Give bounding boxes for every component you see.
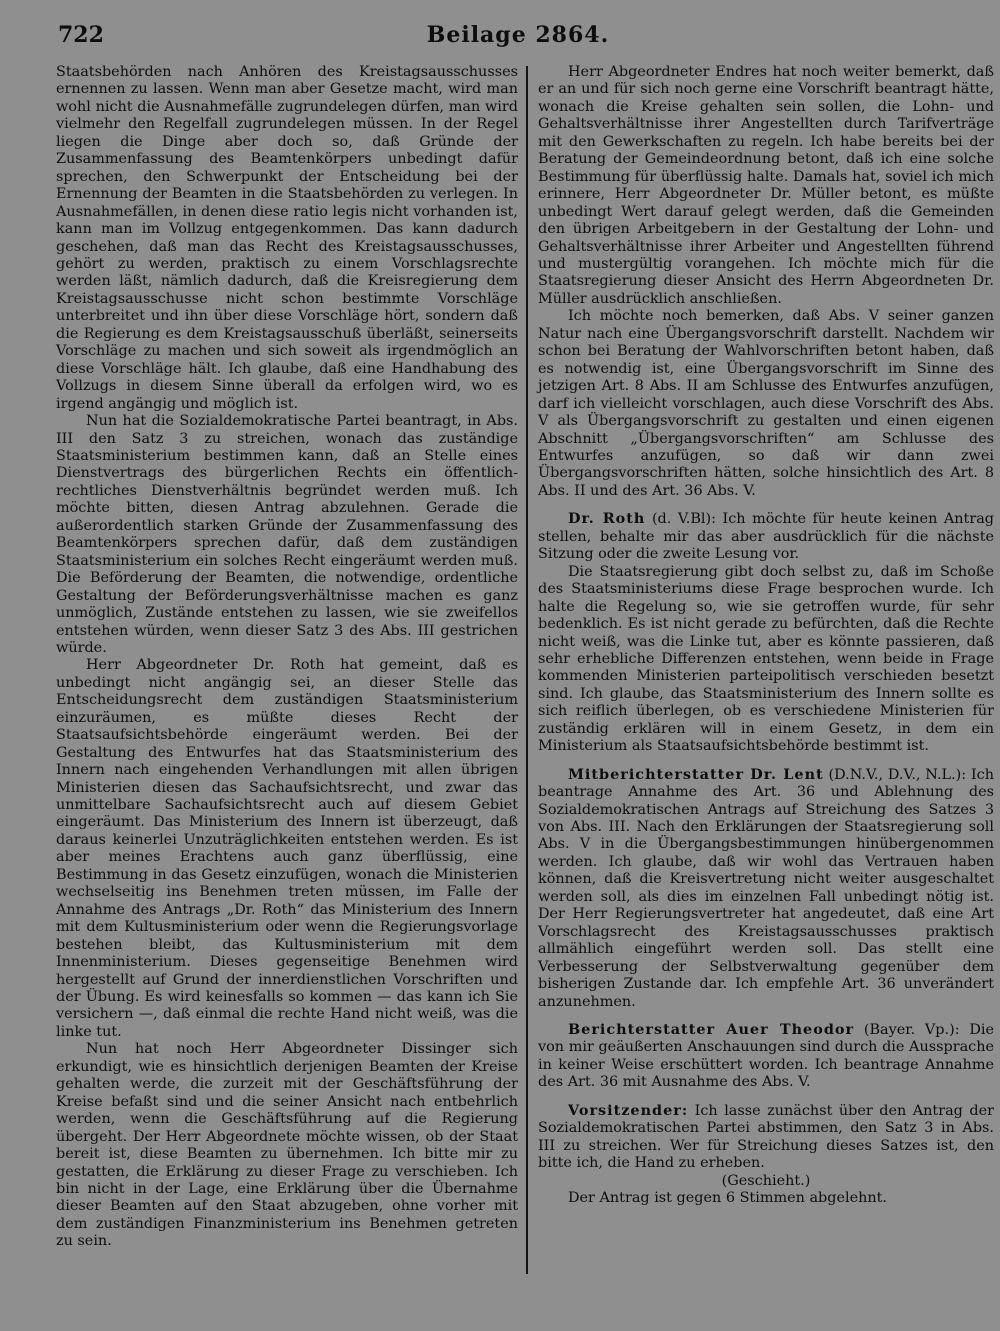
page-title: Beilage 2864. (426, 22, 610, 48)
speech-text: (D.N.V., D.V., N.L.): Ich beantrage Annahme des Art. 36 und Ablehnung des Sozialdemokratischen Antrags auf Streichung des Satzes 3 von Abs. III. Nach den Erklärungen der Staatsregierung soll Abs. V in die Übergangsbestimmungen hinübergenommen werden. Ich glaube, daß wir wohl das Vertrauen haben können, daß die Kreisvertretung nicht weiter ausgeschaltet werden soll, als dies im einzelnen Fall unbedingt nötig ist. Der Herr Regierungsvertreter hat angedeutet, daß eine Art Vorschlagsrecht des Kreistagsausschusses praktisch allmählich eingeführt werden soll. Das stellt eine Verbesserung der Selbstverwaltung gegenüber dem bisherigen Zustande dar. Ich empfehle Art. 36 unverändert anzunehmen. (538, 766, 994, 1010)
speech-text: (Bayer. Vp.): Die von mir geäußerten Anschauungen sind durch die Aussprache in keiner Weise erschüttert worden. Ich beantrage Annahme des Art. 36 mit Ausnahme des Abs. V. (538, 1022, 994, 1091)
paragraph: Herr Abgeordneter Dr. Roth hat gemeint, daß es unbedingt nicht angängig sei, an dieser Stelle das Entscheidungsrecht dem zuständigen Staatsministerium einzuräumen, es müßte dieses Recht der Staatsaufsichtsbehörde eingeräumt werden. Bei der Gestaltung des Entwurfes hat das Staatsministerium des Innern nach eingehenden Verhandlungen mit allen übrigen Ministerien diesen das Sachaufsichtsrecht, und zwar das unmittelbare Sachaufsichtsrecht auch auf diesem Gebiet eingeräumt. Das Ministerium des Innern ist überzeugt, daß daraus keinerlei Unzuträglichkeiten entstehen werden. Es ist aber meines Erachtens auch ganz überflüssig, eine Bestimmung in das Gesetz einzufügen, wonach die Ministerien wechselseitig ins Benehmen treten müssen, im Falle der Annahme des Antrags „Dr. Roth“ das Ministerium des Innern mit dem Kultusministerium oder wenn die Regierungsvorlage bestehen bleibt, das Kultusministerium mit dem Innenministerium. Dieses gegenseitige Benehmen wird hergestellt auf Grund der innerdienstlichen Vorschriften und der Übung. Es wird keinesfalls so kommen — das kann ich Sie versichern —, daß einmal die rechte Hand nicht weiß, was die linke tut. (56, 657, 518, 1040)
vote-result: Der Antrag ist gegen 6 Stimmen abgelehnt. (568, 1190, 887, 1207)
paragraph: Herr Abgeordneter Endres hat noch weiter bemerkt, daß er an und für sich noch gerne eine Vorschrift beantragt hätte, wonach die Kreise gehalten sein sollen, die Lohn- und Gehaltsverhältnisse ihrer Angestellten durch Tarifverträge mit den Gewerkschaften zu regeln. Ich habe bereits bei der Beratung der Gemeindeordnung betont, daß ich eine solche Bestimmung für überflüssig halte. Damals hat, soviel ich mich erinnere, Herr Abgeordneter Dr. Müller betont, es müßte unbedingt Wert darauf gelegt werden, daß die Gemeinden den übrigen Arbeitgebern in der Gestaltung der Lohn- und Gehaltsverhältnisse ihrer Arbeiter und Angestellten führend und mustergültig vorangehen. Ich möchte mich für die Staatsregierung dieser Ansicht des Herrn Abgeordneten Dr. Müller ausdrücklich anschließen. (538, 64, 994, 307)
left-column (56, 64, 518, 1251)
speaker-name: Mitberichterstatter Dr. Lent (568, 765, 824, 783)
right-column (538, 64, 994, 1208)
speech-text: Ich lasse zunächst über den Antrag der Sozialdemokratischen Partei abstimmen, den Satz 3 in Abs. III zu streichen. Wer für Streichung dieses Satzes ist, den bitte ich, die Hand zu erheben. (538, 1102, 994, 1172)
paragraph: Nun hat noch Herr Abgeordneter Dissinger sich erkundigt, wie es hinsichtlich derjenigen Beamten der Kreise gehalten werde, die zurzeit mit der Geschäftsführung der Kreise befaßt sind und die seiner Ansicht nach entbehrlich werden, wenn die Geschäftsführung auf die Regierung übergeht. Der Herr Abgeordnete möchte wissen, ob der Staat bereit ist, diese Beamten zu übernehmen. Ich bitte mir zu gestatten, die Erklärung zu dieser Frage zu verschieben. Ich bin nicht in der Lage, eine Erklärung über die Übernahme dieser Beamten auf den Staat abzugeben, ohne vorher mit dem zuständigen Finanzministerium ins Benehmen getreten zu sein. (56, 1041, 518, 1250)
paragraph: Ich möchte noch bemerken, daß Abs. V seiner ganzen Natur nach eine Übergangsvorschrift darstellt. Nachdem wir schon bei Beratung der Wahlvorschriften betont haben, daß es notwendig ist, eine Übergangsvorschrift im Sinne des jetzigen Art. 8 Abs. II am Schlusse des Entwurfes anzufügen, darf ich vielleicht vorschlagen, auch diese Vorschrift des Abs. V als Übergangsvorschrift zu gestalten und einen eigenen Abschnitt „Übergangsvorschriften“ am Schlusse des Entwurfes anzufügen, so daß wir dann zwei Übergangsvorschriften hätten, solche hinsichtlich des Art. 8 Abs. II und des Art. 36 Abs. V. (538, 308, 994, 499)
paragraph: Nun hat die Sozialdemokratische Partei beantragt, in Abs. III den Satz 3 zu streichen, wonach das zuständige Staatsministerium bestimmen kann, daß an Stelle eines Dienstvertrags des bürgerlichen Rechts ein öffentlich-rechtliches Dienstverhältnis begründet werden muß. Ich möchte bitten, diesen Antrag abzulehnen. Gerade die außerordentlich starken Gründe der Zusammenfassung des Beamtenkörpers sprechen dafür, daß dem zuständigen Staatsministerium ein solches Recht eingeräumt werden muß. Die Beförderung der Beamten, die notwendige, ordentliche Gestaltung der Beförderungsverhältnisse machen es ganz unmöglich, Zustände entstehen zu lassen, wie sie zweifellos entstehen würden, wenn dieser Satz 3 des Abs. III gestrichen würde. (56, 413, 518, 656)
speech-auer (538, 1021, 994, 1092)
column-divider (526, 66, 528, 1274)
speech-roth (538, 510, 994, 563)
speech-lent (538, 766, 994, 1011)
stage-direction: (Geschieht.) (721, 1172, 811, 1189)
speaker-name: Dr. Roth (568, 510, 646, 528)
page-number: 722 (58, 22, 104, 48)
speech-text: (d. V.Bl): Ich möchte für heute keinen Antrag stellen, behalte mir das aber ausdrücklich für die nächste Sitzung oder die zweite Lesung vor. (538, 511, 994, 563)
speaker-name: Vorsitzender: (568, 1101, 689, 1119)
page-header (58, 18, 978, 54)
speaker-name: Berichterstatter Auer Theodor (568, 1021, 855, 1039)
speech-chair (538, 1102, 994, 1173)
paragraph: Die Staatsregierung gibt doch selbst zu, daß im Schoße des Staatsministeriums diese Frage besprochen wurde. Ich halte die Regelung so, wie sie getroffen wurde, für sehr bedenklich. Es ist nicht gerade zu befürchten, daß die Rechte nicht weiß, was die Linke tut, aber es könnte passieren, daß sehr erhebliche Differenzen entstehen, wenn beide in Frage kommenden Ministerien parteipolitisch verschieden besetzt sind. Ich glaube, das Staatsministerium des Innern sollte es sich reiflich überlegen, ob es verschiedene Ministerien für zuständig erklären will in einem Gesetz, in dem ein Ministerium als Staatsaufsichtsbehörde bestimmt ist. (538, 563, 994, 755)
paragraph: Staatsbehörden nach Anhören des Kreistagsausschusses ernennen zu lassen. Wenn man aber Gesetze macht, wird man wohl nicht die Ausnahmefälle zugrundelegen dürfen, man wird vielmehr den Regelfall zugrundelegen müssen. In der Regel liegen die Dinge aber doch so, daß Gründe der Zusammenfassung des Beamtenkörpers unbedingt dafür sprechen, den Schwerpunkt der Entscheidung bei der Ernennung der Beamten in die Staatsbehörden zu verlegen. In Ausnahmefällen, in denen diese ratio legis nicht vorhanden ist, kann man im Vollzug entgegenkommen. Das kann dadurch geschehen, daß man das Recht des Kreistagsausschusses, gehört zu werden, praktisch zu einem Vorschlagsrechte werden läßt, nämlich dadurch, daß die Kreisregierung dem Kreistagsausschusse nicht schon bestimmte Vorschläge unterbreitet und ihn über diese Vorschläge hört, sondern daß die Regierung es dem Kreistagsausschuß überläßt, seinerseits Vorschläge zu machen und sich soweit als irgendmöglich an diese Vorschläge hält. Ich glaube, daß eine Handhabung des Vollzugs in diesem Sinne überall da erfolgen wird, wo es irgend angängig und möglich ist. (56, 64, 518, 412)
